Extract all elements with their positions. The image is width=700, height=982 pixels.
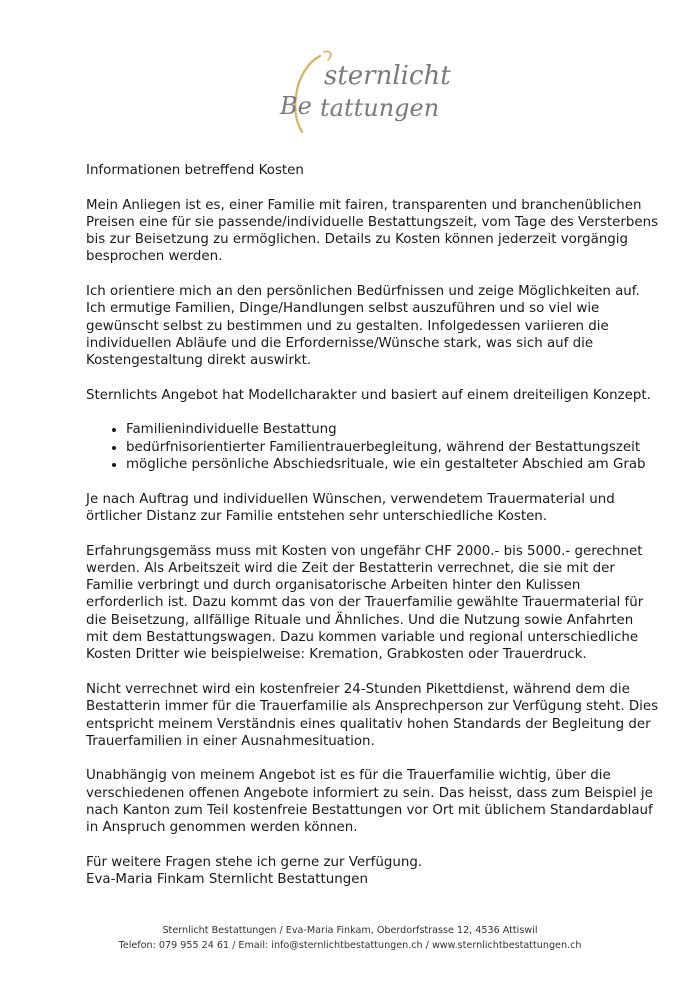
heading: Informationen betreffend Kosten: [86, 163, 304, 178]
paragraph-line: Erfahrungsgemäss muss mit Kosten von ungefähr CHF 2000.- bis 5000.- gerechnet: [86, 543, 643, 559]
paragraph-2: [86, 283, 640, 369]
paragraph-line: bis zur Beisetzung zu ermöglichen. Details zu Kosten können jederzeit vorgängig: [86, 232, 629, 248]
concept-list: [86, 421, 646, 473]
paragraph-line: erforderlich ist. Dazu kommt das von der Trauerfamilie gewählte Trauermaterial für: [86, 595, 644, 611]
paragraph-line: örtlicher Distanz zur Familie entstehen sehr unterschiedliche Kosten.: [86, 508, 548, 524]
paragraph-5: [86, 543, 644, 664]
paragraph-line: Unabhängig von meinem Angebot ist es für die Trauerfamilie wichtig, über die: [86, 768, 611, 784]
footer-address: Sternlicht Bestattungen / Eva-Maria Finkam, Oberdorfstrasse 12, 4536 Attiswil: [162, 925, 538, 936]
list-item: • mögliche persönliche Abschiedsrituale, wie ein gestalteter Abschied am Grab: [126, 456, 626, 473]
paragraph-line: Kosten Dritter wie beispielweise: Kremation, Grabkosten oder Trauerdruck.: [86, 647, 587, 663]
paragraph-line: werden. Als Arbeitszeit wird die Zeit der Bestatterin verrechnet, die sie mit der: [86, 560, 615, 576]
closing-line: Für weitere Fragen stehe ich gerne zur Verfügung.: [86, 854, 423, 870]
paragraph-6: [86, 681, 659, 750]
paragraph-line: Preisen eine für sie passende/individuelle Bestattungszeit, vom Tage des Versterbens: [86, 214, 659, 230]
logo-word-tattungen: tattungen: [320, 94, 440, 122]
logo: [268, 48, 451, 138]
paragraph-line: Mein Anliegen ist es, einer Familie mit fairen, transparenten und branchenüblichen: [86, 197, 642, 213]
signature-name: Eva-Maria Finkam Sternlicht Bestattungen: [86, 872, 368, 888]
footer: [0, 923, 700, 953]
logo-graphic: [268, 48, 451, 138]
paragraph-line: Familie verbringt und durch organisatorische Arbeiten hinter den Kulissen: [86, 578, 581, 594]
paragraph-line: entspricht meinem Verständnis eines qualitativ hohen Standards der Begleitung der: [86, 716, 651, 732]
paragraph-line: mit dem Bestattungswagen. Dazu kommen variable und regional unterschiedliche: [86, 630, 639, 646]
paragraph-line: individuellen Abläufe und die Erfordernisse/Wünsche stark, was sich auf die: [86, 335, 594, 351]
paragraph-line: Je nach Auftrag und individuellen Wünschen, verwendetem Trauermaterial und: [86, 491, 615, 507]
paragraph-line: gewünscht selbst zu bestimmen und zu gestalten. Infolgedessen variieren die: [86, 318, 609, 334]
paragraph-line: verschiedenen offenen Angebote informiert zu sein. Das heisst, dass zum Beispiel je: [86, 785, 653, 801]
paragraph-line: Kostengestaltung direkt auswirkt.: [86, 353, 312, 369]
paragraph-line: die Beisetzung, allfällige Rituale und Ähnliches. Und die Nutzung sowie Anfahrten: [86, 612, 634, 628]
list-item: • bedürfnisorientierter Familientrauerbegleitung, während der Bestattungszeit: [126, 439, 626, 456]
letter-body: [86, 162, 659, 906]
logo-brush-stroke-2: [324, 51, 331, 60]
list-item: • Familienindividuelle Bestattung: [126, 421, 626, 438]
paragraph-line: in Anspruch genommen werden können.: [86, 820, 358, 836]
paragraph-3: Sternlichts Angebot hat Modellcharakter und basiert auf einem dreiteiligen Konzept.: [86, 387, 651, 403]
paragraph-line: Trauerfamilien in einer Ausnahmesituation.: [86, 733, 375, 749]
paragraph-7: [86, 767, 653, 836]
paragraph-1: [86, 197, 659, 266]
paragraph-line: Nicht verrechnet wird ein kostenfreier 24-Stunden Pikettdienst, während dem die: [86, 681, 630, 697]
paragraph-line: Ich ermutige Familien, Dinge/Handlungen selbst auszuführen und so viel wie: [86, 301, 600, 317]
logo-word-sternlicht: sternlicht: [324, 61, 451, 91]
logo-word-be: Be: [280, 92, 312, 120]
paragraph-line: Ich orientiere mich an den persönlichen Bedürfnissen und zeige Möglichkeiten auf.: [86, 284, 640, 300]
footer-contact: Telefon: 079 955 24 61 / Email: info@sternlichtbestattungen.ch / www.sternlichtbestattungen.ch: [118, 940, 582, 951]
paragraph-line: Bestatterin immer für die Trauerfamilie als Ansprechperson zur Verfügung steht. Dies: [86, 699, 659, 715]
paragraph-line: nach Kanton zum Teil kostenfreie Bestattungen vor Ort mit üblichem Standardablauf: [86, 802, 653, 818]
paragraph-line: besprochen werden.: [86, 249, 223, 265]
closing: [86, 854, 626, 889]
paragraph-4: [86, 491, 626, 526]
